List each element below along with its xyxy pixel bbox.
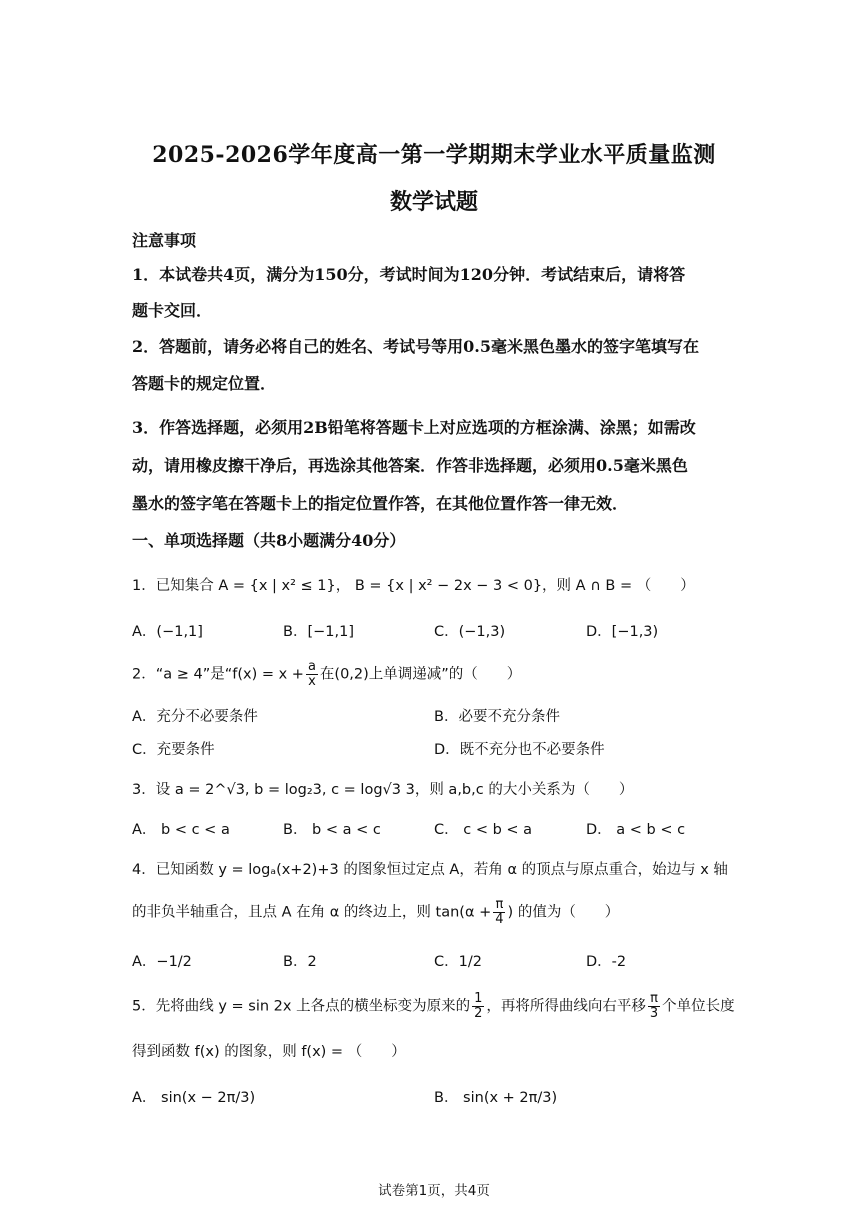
q3-option-b: B． b < a < c bbox=[283, 822, 381, 838]
q4-frac-denominator: 4 bbox=[495, 912, 504, 927]
question-4-stem-line1: 4．已知函数 y = logₐ(x+2)+3 的图象恒过定点 A，若角 α 的顶点与原点重合，始边与 x 轴 bbox=[132, 862, 728, 878]
question-4-stem-line2 bbox=[132, 898, 619, 927]
exam-title: 2025-2026学年度高一第一学期期末学业水平质量监测 bbox=[152, 142, 716, 168]
notice-item-3b: 动，请用橡皮擦干净后，再选涂其他答案．作答非选择题，必须用0.5毫米黑色 bbox=[132, 456, 688, 475]
q2-option-a: A．充分不必要条件 bbox=[132, 709, 258, 725]
q2-option-d: D．既不充分也不必要条件 bbox=[434, 742, 605, 758]
notice-heading: 注意事项 bbox=[132, 231, 197, 250]
q4-fraction bbox=[493, 898, 505, 927]
question-2-stem bbox=[132, 660, 521, 689]
q2-stem-pre: 2．“a ≥ 4”是“f(x) = x + bbox=[132, 666, 304, 683]
q5-fraction-1 bbox=[472, 992, 484, 1021]
q5-option-a: A． sin(x − 2π/3) bbox=[132, 1090, 256, 1106]
q4-frac-numerator: π bbox=[495, 897, 504, 912]
q2-frac-numerator: a bbox=[307, 659, 316, 674]
q4-option-c: C．1/2 bbox=[434, 954, 482, 970]
exam-subtitle: 数学试题 bbox=[389, 189, 478, 215]
notice-item-3c: 墨水的签字笔在答题卡上的指定位置作答，在其他位置作答一律无效． bbox=[132, 494, 629, 513]
q5-frac2-denominator: 3 bbox=[649, 1006, 659, 1021]
question-5-stem-line2: 得到函数 f(x) 的图象，则 f(x) = （ ） bbox=[132, 1044, 406, 1060]
q5-frac2-numerator: π bbox=[650, 991, 658, 1006]
q2-option-c: C．充要条件 bbox=[132, 742, 215, 758]
q5-option-b: B． sin(x + 2π/3) bbox=[434, 1090, 558, 1106]
q2-frac-denominator: x bbox=[308, 674, 316, 689]
page-footer: 试卷第1页，共4页 bbox=[378, 1183, 490, 1199]
q5-fraction-2 bbox=[648, 992, 660, 1021]
q3-option-d: D． a < b < c bbox=[586, 822, 686, 838]
q4-option-b: B．2 bbox=[283, 954, 317, 970]
question-5-stem-line1 bbox=[132, 992, 735, 1021]
notice-item-2b: 答题卡的规定位置． bbox=[132, 374, 277, 393]
q5-stem-pre: 5．先将曲线 y = sin 2x 上各点的横坐标变为原来的 bbox=[132, 998, 471, 1015]
notice-item-3a: 3．作答选择题，必须用2B铅笔将答题卡上对应选项的方框涂满、涂黑；如需改 bbox=[132, 418, 696, 437]
q1-option-d: D．[−1,3) bbox=[586, 624, 659, 640]
q4-stem-pre: 的非负半轴重合，且点 A 在角 α 的终边上，则 tan(α + bbox=[132, 904, 492, 921]
q5-stem-post: 个单位长度 bbox=[662, 998, 735, 1015]
q2-fraction bbox=[306, 660, 318, 689]
q4-stem-post: ) 的值为（ ） bbox=[507, 904, 620, 921]
q5-frac1-numerator: 1 bbox=[474, 991, 483, 1006]
q3-option-a: A． b < c < a bbox=[132, 822, 230, 838]
notice-item-2a: 2．答题前，请务必将自己的姓名、考试号等用0.5毫米黑色墨水的签字笔填写在 bbox=[132, 337, 699, 356]
q3-option-c: C． c < b < a bbox=[434, 822, 533, 838]
question-1-stem: 1．已知集合 A = {x | x² ≤ 1}， B = {x | x² − 2x − 3 < 0}，则 A ∩ B = （ ） bbox=[132, 578, 695, 594]
q5-frac1-denominator: 2 bbox=[474, 1006, 483, 1021]
notice-item-1b: 题卡交回． bbox=[132, 301, 213, 320]
q1-option-b: B．[−1,1] bbox=[283, 624, 354, 640]
q2-stem-post: 在(0,2)上单调递减”的（ ） bbox=[319, 666, 522, 683]
section-heading: 一、单项选择题（共8小题满分40分） bbox=[132, 531, 406, 550]
q5-stem-mid: ，再将所得曲线向右平移 bbox=[486, 998, 646, 1015]
q2-option-b: B．必要不充分条件 bbox=[434, 709, 560, 725]
q4-option-d: D．-2 bbox=[586, 954, 627, 970]
q1-option-a: A．(−1,1] bbox=[132, 624, 203, 640]
notice-item-1a: 1．本试卷共4页，满分为150分，考试时间为120分钟．考试结束后，请将答 bbox=[132, 265, 686, 284]
q4-option-a: A．−1/2 bbox=[132, 954, 192, 970]
question-3-stem: 3．设 a = 2^√3, b = log₂3, c = log√3 3，则 a,b,c 的大小关系为（ ） bbox=[132, 782, 634, 798]
q1-option-c: C．(−1,3) bbox=[434, 624, 506, 640]
